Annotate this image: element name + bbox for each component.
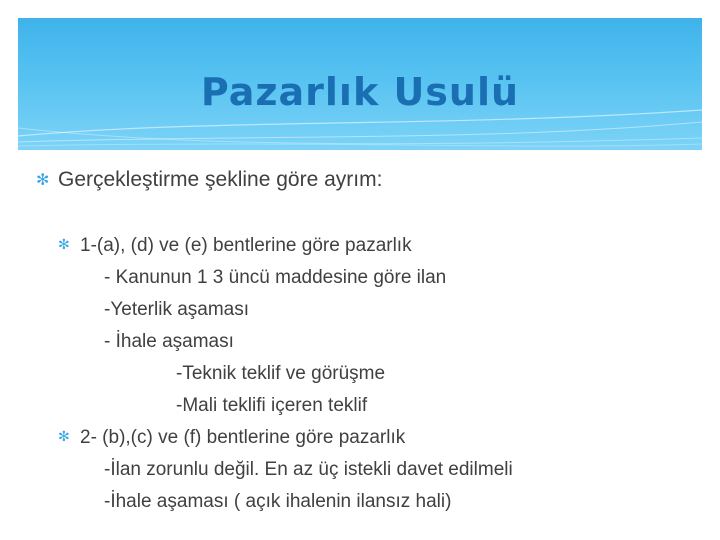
sub-item-line: - Kanunun 1 3 üncü maddesine göre ilan — [104, 267, 447, 288]
sub-item-line: -İlan zorunlu değil. En az üç istekli davet edilmeli — [104, 459, 513, 480]
asterisk-icon: ✻ — [58, 429, 70, 445]
title-banner — [18, 18, 702, 150]
asterisk-icon: ✻ — [58, 237, 70, 253]
sub-item-line: -Yeterlik aşaması — [104, 299, 250, 320]
sub-item-line: -Teknik teklif ve görüşme — [176, 363, 386, 384]
level1-text: Gerçekleştirme şekline göre ayrım: — [58, 168, 383, 191]
sub-item-line: -İhale aşaması ( açık ihalenin ilansız hali) — [104, 491, 452, 512]
sub-item-line: -Mali teklifi içeren teklif — [176, 395, 368, 416]
asterisk-icon: ✻ — [36, 170, 50, 189]
slide-title: Pazarlık Usulü — [200, 70, 520, 114]
sub-item-heading-2: 2- (b),(c) ve (f) bentlerine göre pazarlık — [80, 427, 406, 448]
sub-item-line: - İhale aşaması — [104, 331, 234, 352]
sub-item-heading-1: 1-(a), (d) ve (e) bentlerine göre pazarlık — [80, 235, 412, 256]
